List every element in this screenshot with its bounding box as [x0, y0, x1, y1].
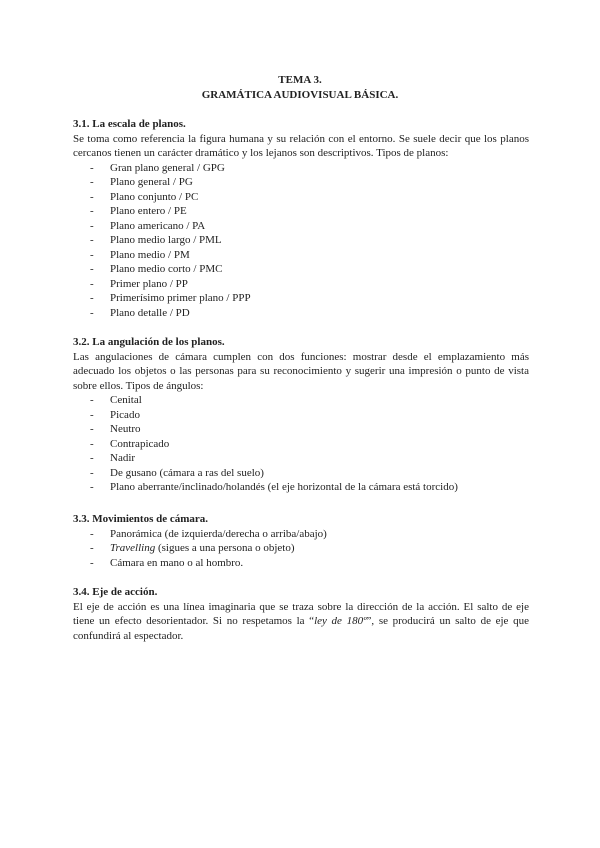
list-item: - Cámara en mano o al hombro.	[73, 556, 529, 571]
section-heading: 3.1. La escala de planos.	[73, 118, 186, 130]
list-item: - Picado	[73, 408, 529, 423]
document-title	[0, 73, 600, 103]
list-item: - De gusano (cámara a ras del suelo)	[73, 466, 529, 481]
section-paragraph: Las angulaciones de cámara cumplen con dos funciones: mostrar desde el emplazamiento más adecuado los objetos o las personas para su reconocimiento y sugerir una impresión o punto de vista sobre ellos. Tipos de ángulos:	[73, 350, 529, 392]
italic-term: ley de 180º	[314, 615, 367, 627]
list-item: - Nadir	[73, 451, 529, 466]
list-item	[73, 541, 529, 556]
section-heading: 3.4. Eje de acción.	[73, 586, 158, 598]
list-item: - Primer plano / PP	[73, 277, 529, 292]
list-item: - Cenital	[73, 393, 529, 408]
section-paragraph	[73, 600, 529, 644]
para-text: ”, se producirá un salto de eje que confundirá al espectador.	[73, 615, 529, 642]
list-item: - Plano medio / PM	[73, 248, 529, 263]
italic-term: Travelling	[110, 542, 156, 554]
section-paragraph: Se toma como referencia la figura humana y su relación con el entorno. Se suele decir que los planos cercanos tienen un carácter dramático y los lejanos son descriptivos. Tipos de planos:	[73, 132, 529, 159]
list-item: - Panorámica (de izquierda/derecha o arriba/abajo)	[73, 527, 529, 542]
movement-list	[73, 527, 529, 571]
plan-types-list	[73, 161, 529, 321]
item-text: (sigues a una persona o objeto)	[155, 542, 295, 554]
title-line-1: TEMA 3.	[278, 74, 322, 86]
section-heading: 3.2. La angulación de los planos.	[73, 336, 225, 348]
section-heading: 3.3. Movimientos de cámara.	[73, 513, 209, 525]
list-item: - Primerísimo primer plano / PPP	[73, 291, 529, 306]
list-item: - Plano general / PG	[73, 175, 529, 190]
list-item: - Gran plano general / GPG	[73, 161, 529, 176]
section-eje-accion	[73, 585, 529, 643]
list-item: - Plano americano / PA	[73, 219, 529, 234]
section-angulacion	[73, 335, 529, 495]
list-item: - Plano detalle / PD	[73, 306, 529, 321]
list-item: - Plano conjunto / PC	[73, 190, 529, 205]
list-item: - Plano entero / PE	[73, 204, 529, 219]
para-text: El eje de acción es una línea imaginaria que se traza sobre la dirección de la acción. El salto de eje tiene un efecto desorientador. Si no respetamos la “	[73, 600, 529, 627]
list-item: - Plano aberrante/inclinado/holandés (el eje horizontal de la cámara está torcido)	[73, 480, 529, 495]
section-escala-planos	[73, 117, 529, 320]
list-item: - Plano medio largo / PML	[73, 233, 529, 248]
section-movimientos	[73, 512, 529, 570]
list-item: - Plano medio corto / PMC	[73, 262, 529, 277]
angle-types-list	[73, 393, 529, 495]
list-item: - Contrapicado	[73, 437, 529, 452]
title-line-2: GRAMÁTICA AUDIOVISUAL BÁSICA.	[201, 89, 399, 101]
list-item: - Neutro	[73, 422, 529, 437]
